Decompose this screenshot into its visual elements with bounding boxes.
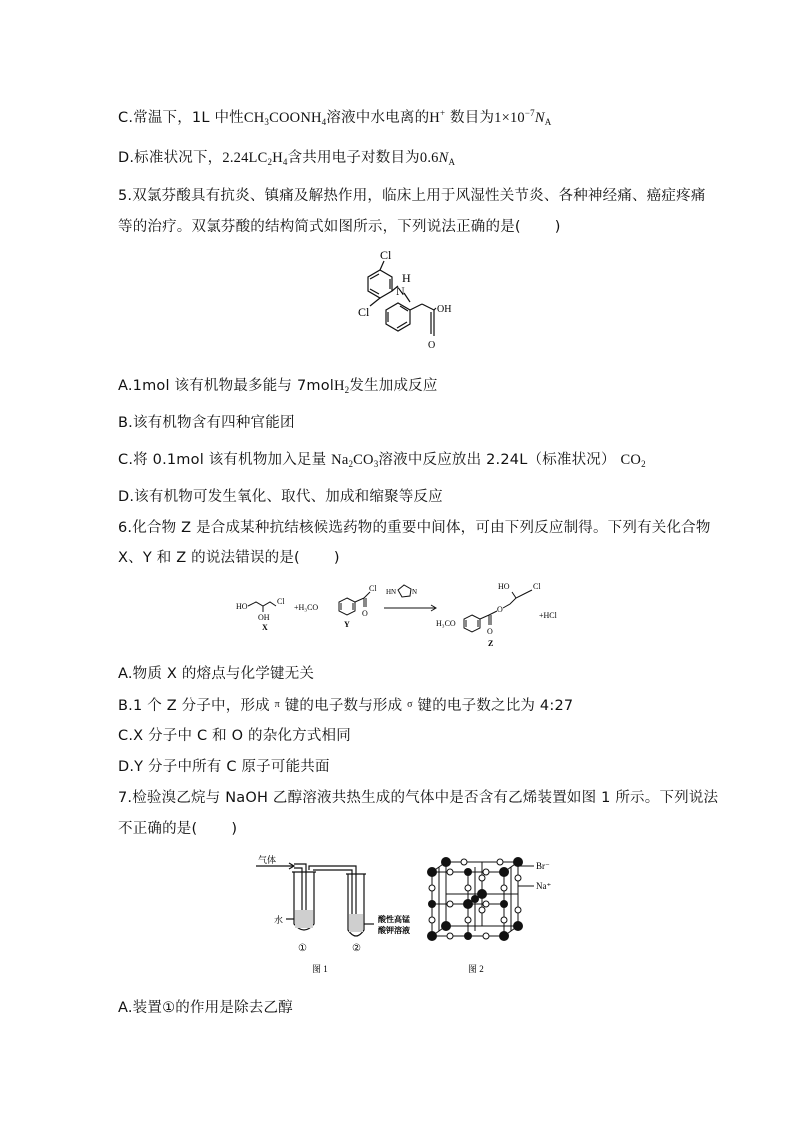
svg-text:N: N bbox=[412, 588, 418, 596]
n-label: N bbox=[396, 284, 405, 298]
q5-option-a: A.1mol 该有机物最多能与 7molH$_2$发生加成反应 bbox=[118, 378, 438, 395]
q6-option-c: C.X 分子中 C 和 O 的杂化方式相同 bbox=[118, 728, 351, 744]
svg-text:O: O bbox=[497, 605, 503, 614]
svg-text:X: X bbox=[262, 623, 268, 632]
q7-stem-line2: 不正确的是( ) bbox=[118, 821, 238, 837]
q5-stem-line2: 等的治疗。双氯芬酸的结构简式如图所示，下列说法正确的是( ) bbox=[118, 219, 561, 235]
figure-1-caption: 图 1 bbox=[312, 964, 328, 974]
svg-text:HO: HO bbox=[236, 602, 248, 611]
q6-option-a: A.物质 X 的熔点与化学键无关 bbox=[118, 666, 315, 682]
svg-text:+H₃CO: +H₃CO bbox=[294, 603, 319, 612]
q6-stem-line2: X、Y 和 Z 的说法错误的是( ) bbox=[118, 550, 340, 566]
oh-label: OH bbox=[437, 304, 452, 315]
q4-option-c: C.常温下，1L 中性$CH_3COONH_4$溶液中水电离的H+ 数目为$1\times 10^{-7}N_A$ bbox=[118, 108, 552, 127]
svg-text:Cl: Cl bbox=[277, 597, 285, 606]
water-label: 水 bbox=[274, 915, 284, 925]
q7-option-a: A.装置①的作用是除去乙醇 bbox=[118, 1000, 293, 1016]
reaction-scheme-figure bbox=[236, 580, 566, 650]
svg-text:酸性高锰: 酸性高锰 bbox=[378, 915, 410, 924]
svg-text:Cl: Cl bbox=[369, 584, 377, 593]
o-label: O bbox=[428, 340, 436, 351]
figure-2-caption: 图 2 bbox=[468, 964, 484, 974]
apparatus-and-crystal-figure bbox=[256, 852, 556, 976]
svg-text:Cl: Cl bbox=[533, 582, 541, 591]
q6-option-b: B.1 个 Z 分子中，形成 $^\pi$ 键的电子数与形成 $^\sigma$ 键的电子数之比为 4:27 bbox=[118, 698, 574, 714]
q7-stem-line1: 7.检验溴乙烷与 NaOH 乙醇溶液共热生成的气体中是否含有乙烯装置如图 1 所示。下列说法 bbox=[118, 790, 719, 806]
q6-stem-line1: 6.化合物 Z 是合成某种抗结核候选药物的重要中间体，可由下列反应制得。下列有关化合物 bbox=[118, 520, 711, 536]
gas-label: 气体 bbox=[258, 855, 277, 865]
svg-text:H₃CO: H₃CO bbox=[436, 619, 456, 628]
tube-2-label: ② bbox=[352, 943, 361, 954]
q5-option-c: C.将 0.1mol 该有机物加入足量 $Na_2CO_3$溶液中反应放出 2.24L（标准状况） $CO_2$ bbox=[118, 452, 646, 469]
h-label: H bbox=[402, 271, 411, 285]
diclofenac-structure-figure bbox=[340, 248, 480, 360]
q4-option-d: D.标准状况下，$2.24LC_2H_4$含共用电子对数目为$0.6N_A$ bbox=[118, 150, 456, 167]
svg-text:Y: Y bbox=[344, 620, 350, 629]
svg-text:+HCl: +HCl bbox=[539, 611, 557, 620]
cl-label-top: Cl bbox=[380, 248, 392, 262]
tube-1-label: ① bbox=[298, 943, 307, 954]
svg-text:HO: HO bbox=[498, 582, 510, 591]
cl-label-bottom: Cl bbox=[358, 305, 370, 319]
svg-text:O: O bbox=[487, 627, 493, 636]
q5-option-d: D.该有机物可发生氧化、取代、加成和缩聚等反应 bbox=[118, 489, 443, 505]
svg-text:Z: Z bbox=[488, 639, 494, 648]
svg-text:OH: OH bbox=[258, 613, 270, 622]
q5-stem-line1: 5.双氯芬酸具有抗炎、镇痛及解热作用，临床上用于风湿性关节炎、各种神经痛、癌症疼痛 bbox=[118, 188, 706, 204]
svg-text:酸钾溶液: 酸钾溶液 bbox=[378, 926, 410, 935]
svg-text:HN: HN bbox=[386, 588, 397, 596]
q6-option-d: D.Y 分子中所有 C 原子可能共面 bbox=[118, 759, 330, 775]
svg-text:O: O bbox=[362, 609, 368, 618]
q5-option-b: B.该有机物含有四种官能团 bbox=[118, 415, 295, 431]
br-ion-label: Br⁻ bbox=[536, 861, 550, 871]
na-ion-label: Na⁺ bbox=[536, 881, 552, 891]
